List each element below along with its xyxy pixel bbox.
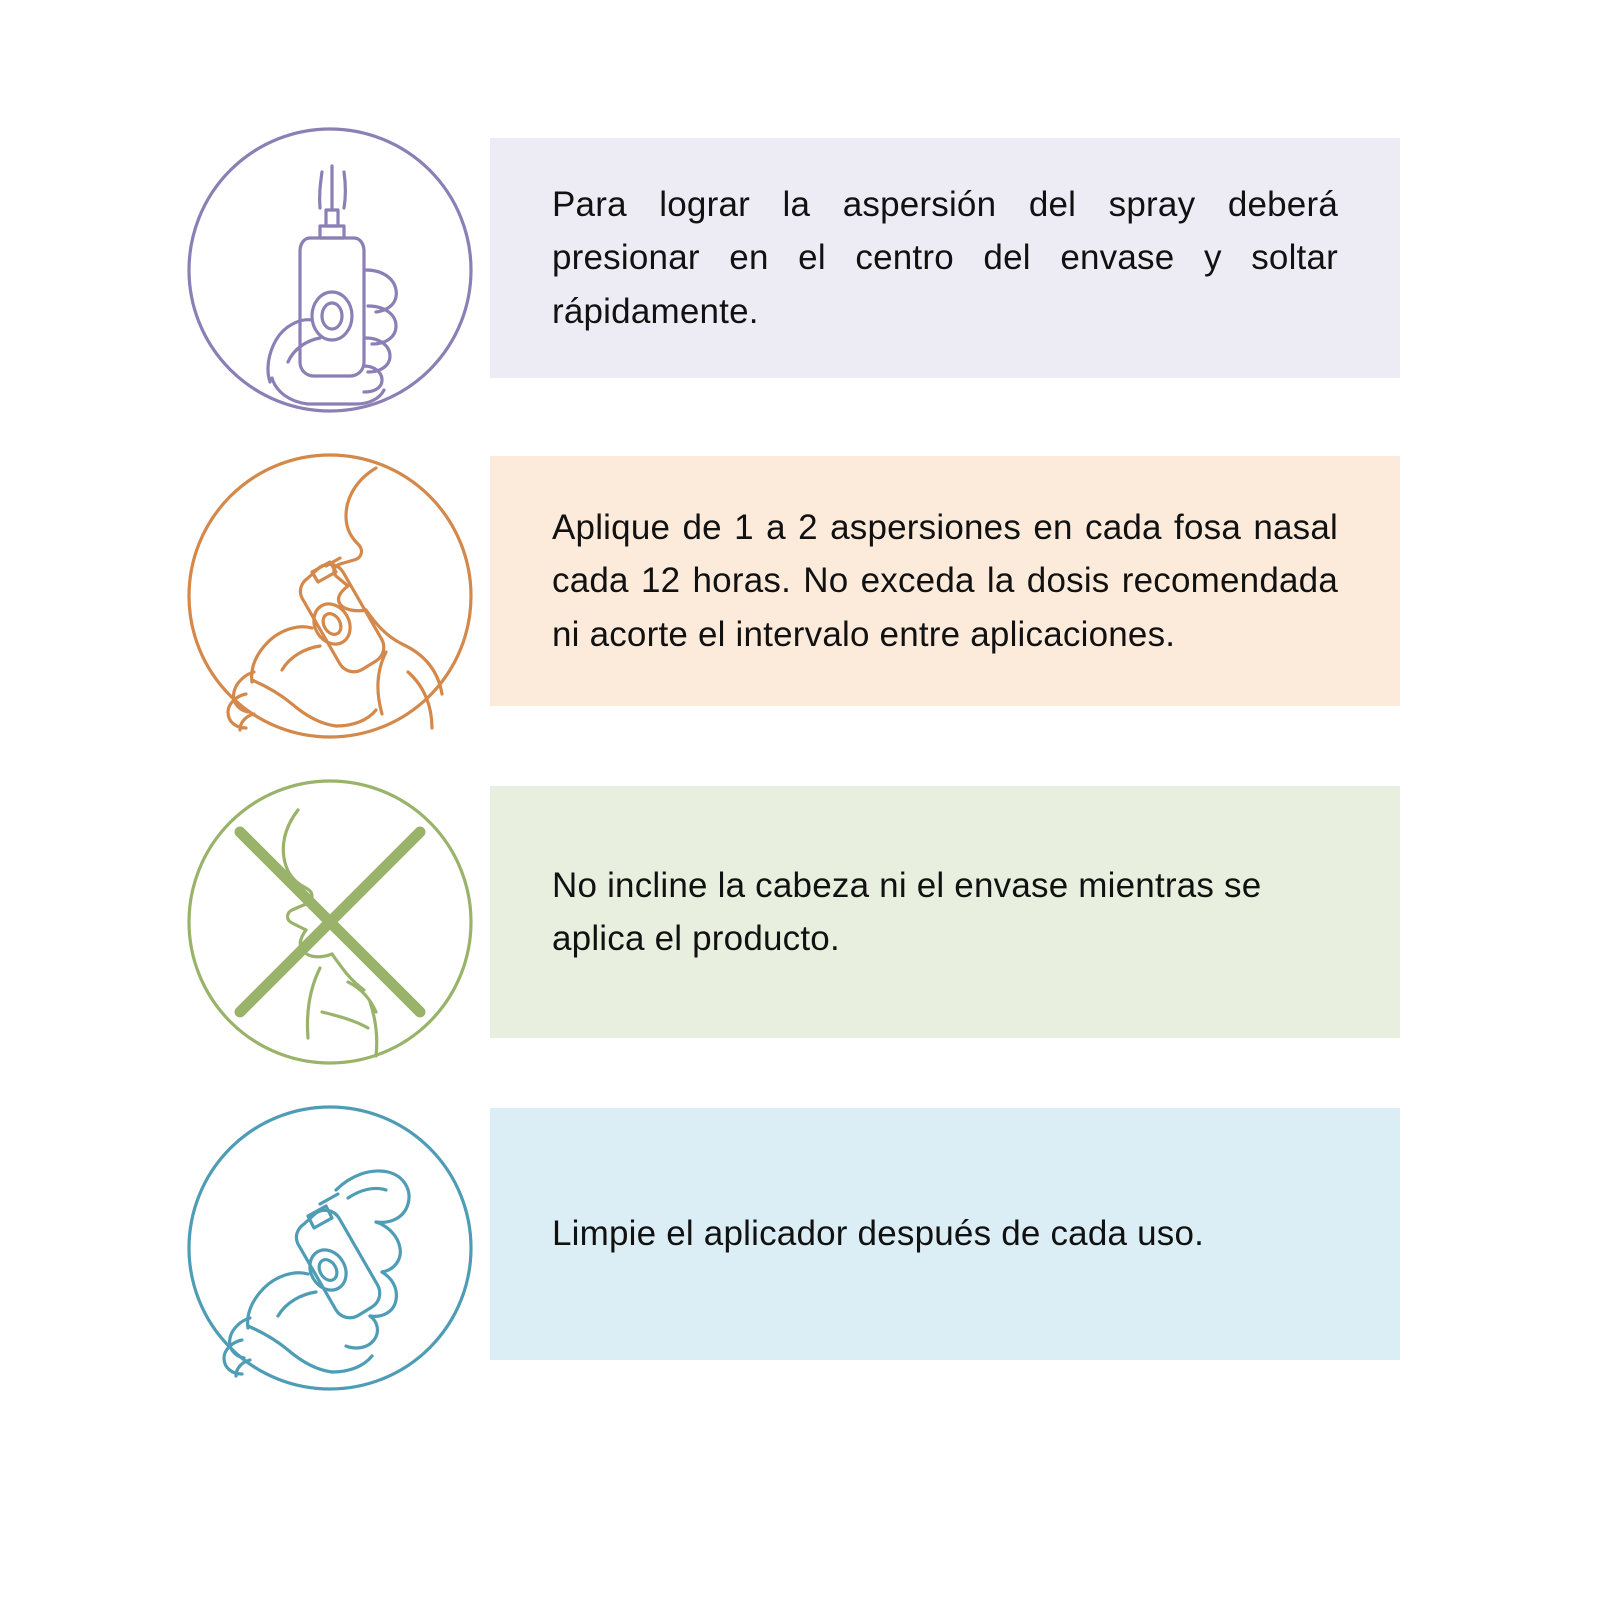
icon-cell <box>170 446 490 746</box>
spray-applied-to-nostril-icon <box>180 446 480 746</box>
instruction-text-box <box>490 1108 1400 1360</box>
instruction-step <box>170 120 1400 420</box>
instruction-text-box <box>490 138 1400 378</box>
icon-cell <box>170 1098 490 1398</box>
instruction-text: Para lograr la aspersión del spray deberá presionar en el centro del envase y soltar rápidamente. <box>552 185 1338 331</box>
icon-cell <box>170 772 490 1072</box>
instruction-step <box>170 446 1400 746</box>
instruction-text: Limpie el aplicador después de cada uso. <box>552 1214 1205 1254</box>
instruction-step <box>170 1098 1400 1398</box>
instruction-step <box>170 772 1400 1072</box>
hand-pressing-spray-bottle-icon <box>180 120 480 420</box>
icon-cell <box>170 120 490 420</box>
instruction-text-box <box>490 456 1400 706</box>
instruction-text-box <box>490 786 1400 1038</box>
no-tilting-head-prohibition-icon <box>180 772 480 1072</box>
instruction-text: No incline la cabeza ni el envase mientras se aplica el producto. <box>552 865 1262 958</box>
instruction-text: Aplique de 1 a 2 aspersiones en cada fosa nasal cada 12 horas. No exceda la dosis recomendada ni acorte el intervalo entre aplicaciones. <box>552 508 1338 654</box>
cleaning-applicator-with-tissue-icon <box>180 1098 480 1398</box>
